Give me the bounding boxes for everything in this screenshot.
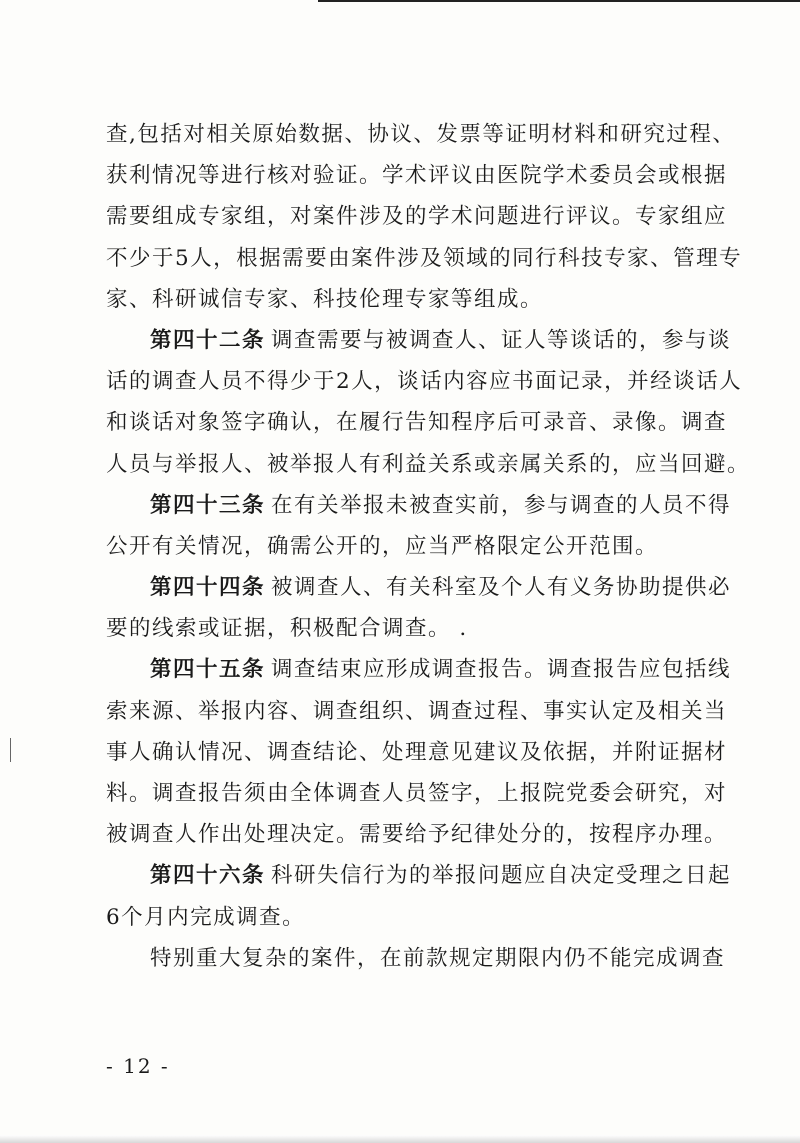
document-body	[106, 114, 751, 979]
article-46-first-line: 第四十六条 科研失信行为的举报问题应自决定受理之日起	[150, 863, 732, 889]
body-line: 要的线索或证据，积极配合调查。 .	[106, 616, 468, 642]
body-line: 被调查人作出处理决定。需要给予纪律处分的，按程序办理。	[106, 822, 728, 848]
article-45-first-line: 第四十五条 调查结束应形成调查报告。调查报告应包括线	[150, 657, 732, 683]
article-42-first-line: 第四十二条 调查需要与被调查人、证人等谈话的，参与谈	[150, 327, 732, 353]
article-42-number: 第四十二条	[150, 327, 266, 353]
body-line: 料。调查报告须由全体调查人员签字，上报院党委会研究，对	[106, 781, 728, 806]
scan-bottom-edge	[0, 1135, 800, 1143]
article-43-number: 第四十三条	[150, 492, 266, 518]
body-line: 话的调查人员不得少于2人，谈话内容应书面记录，并经谈话人	[106, 369, 743, 395]
body-line: 6个月内完成调查。	[106, 904, 306, 930]
article-46-number: 第四十六条	[150, 863, 266, 889]
body-line: 不少于5人，根据需要由案件涉及领域的同行科技专家、管理专	[106, 245, 743, 271]
page-number: - 12 -	[106, 1054, 170, 1078]
body-line: 人员与举报人、被举报人有利益关系或亲属关系的，应当回避。	[106, 451, 751, 477]
body-line: 获利情况等进行核对验证。学术评议由医院学术委员会或根据	[106, 163, 728, 189]
body-line: 索来源、举报内容、调查组织、调查过程、事实认定及相关当	[106, 698, 728, 724]
body-line: 事人确认情况、调查结论、处理意见建议及依据，并附证据材	[106, 739, 728, 765]
body-line: 需要组成专家组，对案件涉及的学术问题进行评议。专家组应	[106, 204, 728, 230]
body-line: 查,包括对相关原始数据、协议、发票等证明材料和研究过程、	[106, 122, 736, 147]
article-43-first-line: 第四十三条 在有关举报未被查实前，参与调查的人员不得	[150, 492, 732, 518]
top-edge-rule	[318, 0, 800, 2]
article-45-number: 第四十五条	[150, 657, 266, 683]
body-line: 公开有关情况，确需公开的，应当严格限定公开范围。	[106, 533, 659, 559]
scan-margin-mark	[10, 738, 11, 762]
body-line: 和谈话对象签字确认，在履行告知程序后可录音、录像。调查	[106, 410, 728, 436]
article-44-first-line: 第四十四条 被调查人、有关科室及个人有义务协助提供必	[150, 575, 732, 601]
body-line: 家、科研诚信专家、科技伦理专家等组成。	[106, 286, 544, 312]
article-44-number: 第四十四条	[150, 575, 266, 601]
paragraph-first-line: 特别重大复杂的案件，在前款规定期限内仍不能完成调查	[150, 945, 726, 971]
